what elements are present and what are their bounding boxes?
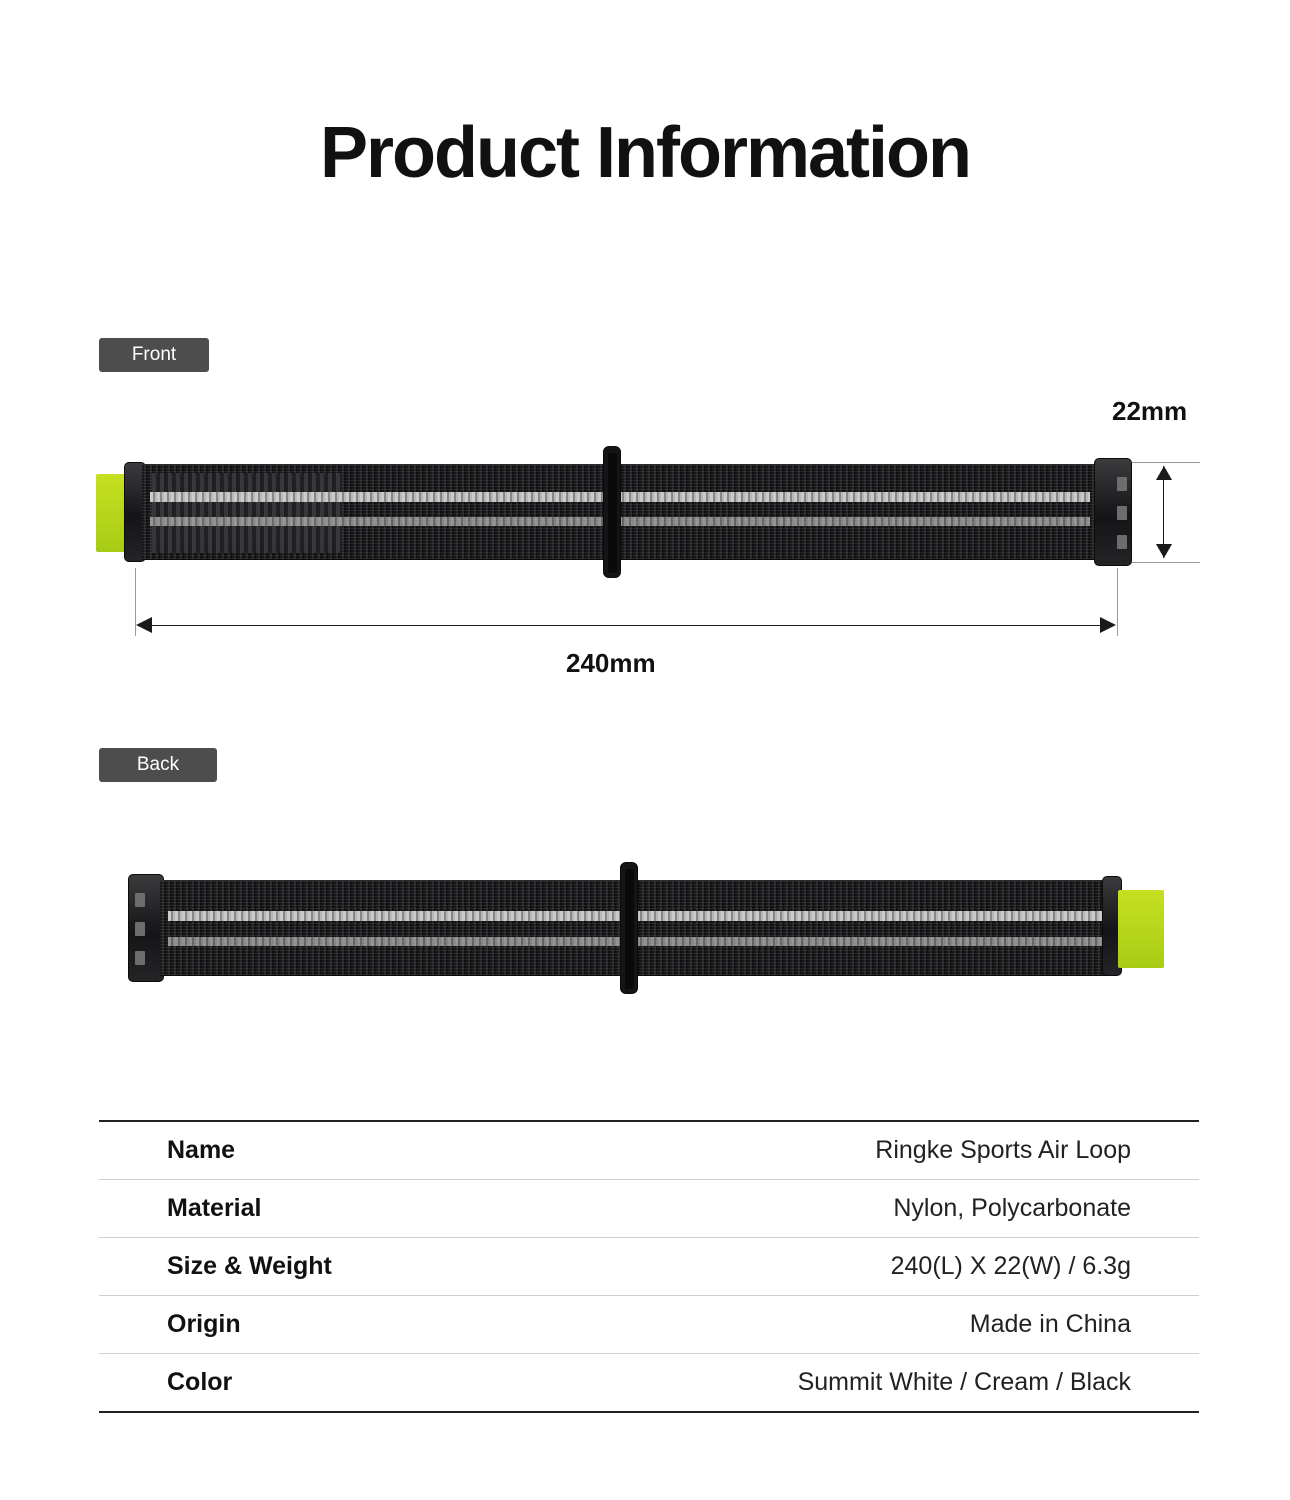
back-keeper-loop <box>620 862 638 994</box>
table-row <box>99 1296 1199 1354</box>
spec-value: 240(L) X 22(W) / 6.3g <box>890 1252 1131 1280</box>
back-connector-slot-mid <box>135 922 145 936</box>
back-connector-slot-bottom <box>135 951 145 965</box>
spec-value: Made in China <box>969 1310 1131 1338</box>
table-row <box>99 1121 1199 1180</box>
table-row <box>99 1354 1199 1413</box>
page-title: Product Information <box>320 113 970 193</box>
spec-key: Name <box>167 1136 236 1164</box>
section-label-front: Front <box>99 338 209 372</box>
back-connector-slot-top <box>135 893 145 907</box>
spec-key: Color <box>167 1368 233 1396</box>
spec-key: Size & Weight <box>167 1252 332 1280</box>
table-row <box>99 1238 1199 1296</box>
spec-key: Material <box>167 1194 262 1222</box>
spec-value: Ringke Sports Air Loop <box>875 1136 1131 1164</box>
back-keeper-inner <box>625 869 634 989</box>
product-spec-table <box>99 1120 1199 1413</box>
table-row <box>99 1180 1199 1238</box>
spec-value: Summit White / Cream / Black <box>797 1368 1131 1396</box>
back-green-pull-tab <box>1118 890 1164 968</box>
front-width-dimension-label: 22mm <box>1112 396 1188 426</box>
back-watch-connector <box>128 874 164 982</box>
spec-key: Origin <box>167 1310 241 1338</box>
front-length-dimension-label: 240mm <box>566 648 656 678</box>
spec-value: Nylon, Polycarbonate <box>893 1194 1131 1222</box>
section-label-back: Back <box>99 748 217 782</box>
